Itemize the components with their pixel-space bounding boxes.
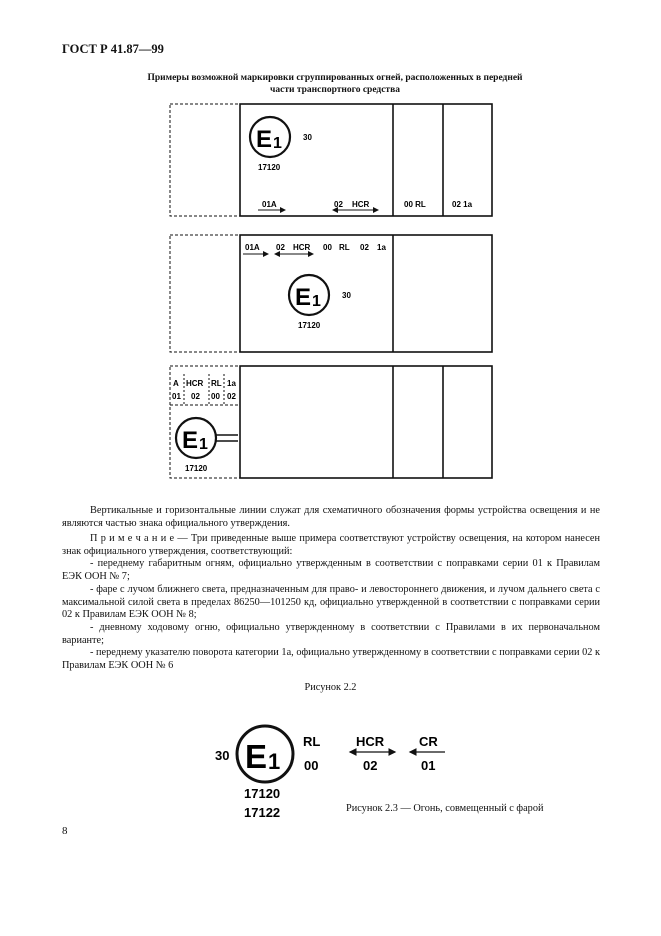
svg-text:17120: 17120	[244, 786, 281, 801]
figure-2-3-caption: Рисунок 2.3 — Огонь, совмещенный с фарой	[346, 803, 544, 814]
panel-1	[170, 104, 492, 216]
svg-text:17120: 17120	[185, 464, 208, 473]
note-intro: — Три приведенные выше примера соответствуют устройству освещения, на котором нанесен знак официального утверждения, соответствующий:	[62, 533, 600, 557]
svg-text:00: 00	[323, 243, 332, 252]
note-block	[62, 533, 600, 673]
panel-2	[170, 235, 492, 352]
approval-country: 1	[273, 135, 282, 152]
svg-text:17120: 17120	[298, 321, 321, 330]
svg-text:RL: RL	[211, 379, 222, 388]
svg-text:RL: RL	[303, 734, 321, 749]
cell-rl: 00 RL	[404, 200, 426, 209]
figure-2-2-caption: Рисунок 2.2	[304, 682, 357, 693]
svg-text:00: 00	[211, 392, 220, 401]
svg-text:HCR: HCR	[356, 734, 385, 749]
svg-text:A: A	[173, 379, 179, 388]
svg-text:02: 02	[363, 758, 378, 773]
panel-3	[170, 366, 492, 478]
svg-text:RL: RL	[339, 243, 350, 252]
figure-title-line1: Примеры возможной маркировки сгруппированных огней, расположенных в передней	[147, 73, 523, 83]
svg-text:02: 02	[227, 392, 236, 401]
svg-text:1: 1	[312, 293, 321, 310]
note-item-3: - дневному ходовому огню, официально утвержденному в соответствии с Правилами в их первоначальном варианте;	[62, 621, 600, 646]
svg-text:1: 1	[199, 436, 208, 453]
paragraph-1: Вертикальные и горизонтальные линии служат для схематичного обозначения формы устройства освещения и не являются частью знака официального утверждения.	[62, 505, 600, 529]
document-header: ГОСТ Р 41.87—99	[62, 42, 164, 56]
svg-text:02: 02	[191, 392, 200, 401]
svg-text:01A: 01A	[245, 243, 260, 252]
note-label: П р и м е ч а н и е	[90, 533, 175, 544]
svg-text:1: 1	[268, 749, 281, 774]
note-item-2: - фаре с лучом ближнего света, предназначенным для право- и левостороннего движения, и лучом дальнего света с максимальной силой света в пределах 86250—101250 кд, официально утвержденной в соответствии с поправками серии 02 к Правилам ЕЭК ООН № 8;	[62, 583, 600, 621]
svg-text:HCR: HCR	[293, 243, 311, 252]
mark-01a: 01A	[262, 200, 277, 209]
note-item-4: - переднему указателю поворота категории 1a, официально утвержденному в соответствии с поправками серии 02 к Правилам ЕЭК ООН № 6	[62, 647, 600, 672]
page-number: 8	[62, 825, 68, 837]
svg-text:E: E	[295, 284, 312, 311]
svg-text:17122: 17122	[244, 805, 281, 820]
svg-text:E: E	[245, 738, 268, 775]
figure-title-line2: части транспортного средства	[270, 85, 400, 95]
svg-text:CR: CR	[419, 734, 438, 749]
class-label: 30	[303, 133, 312, 142]
svg-text:30: 30	[342, 291, 351, 300]
note-item-1: - переднему габаритным огням, официально утвержденным в соответствии с поправками серии 01 к Правилам ЕЭК ООН № 7;	[62, 558, 600, 583]
svg-text:02: 02	[276, 243, 285, 252]
svg-text:01: 01	[421, 758, 436, 773]
mark-02: 02	[334, 200, 343, 209]
approval-mark-e: E	[256, 126, 273, 153]
svg-text:01: 01	[172, 392, 181, 401]
svg-text:E: E	[182, 427, 199, 454]
svg-text:02: 02	[360, 243, 369, 252]
cell-1a: 02 1a	[452, 200, 473, 209]
mark-hcr: HCR	[352, 200, 370, 209]
svg-text:30: 30	[215, 748, 230, 763]
svg-text:1a: 1a	[227, 379, 236, 388]
svg-text:1a: 1a	[377, 243, 386, 252]
approval-number: 17120	[258, 163, 281, 172]
svg-text:00: 00	[304, 758, 319, 773]
svg-text:HCR: HCR	[186, 379, 204, 388]
